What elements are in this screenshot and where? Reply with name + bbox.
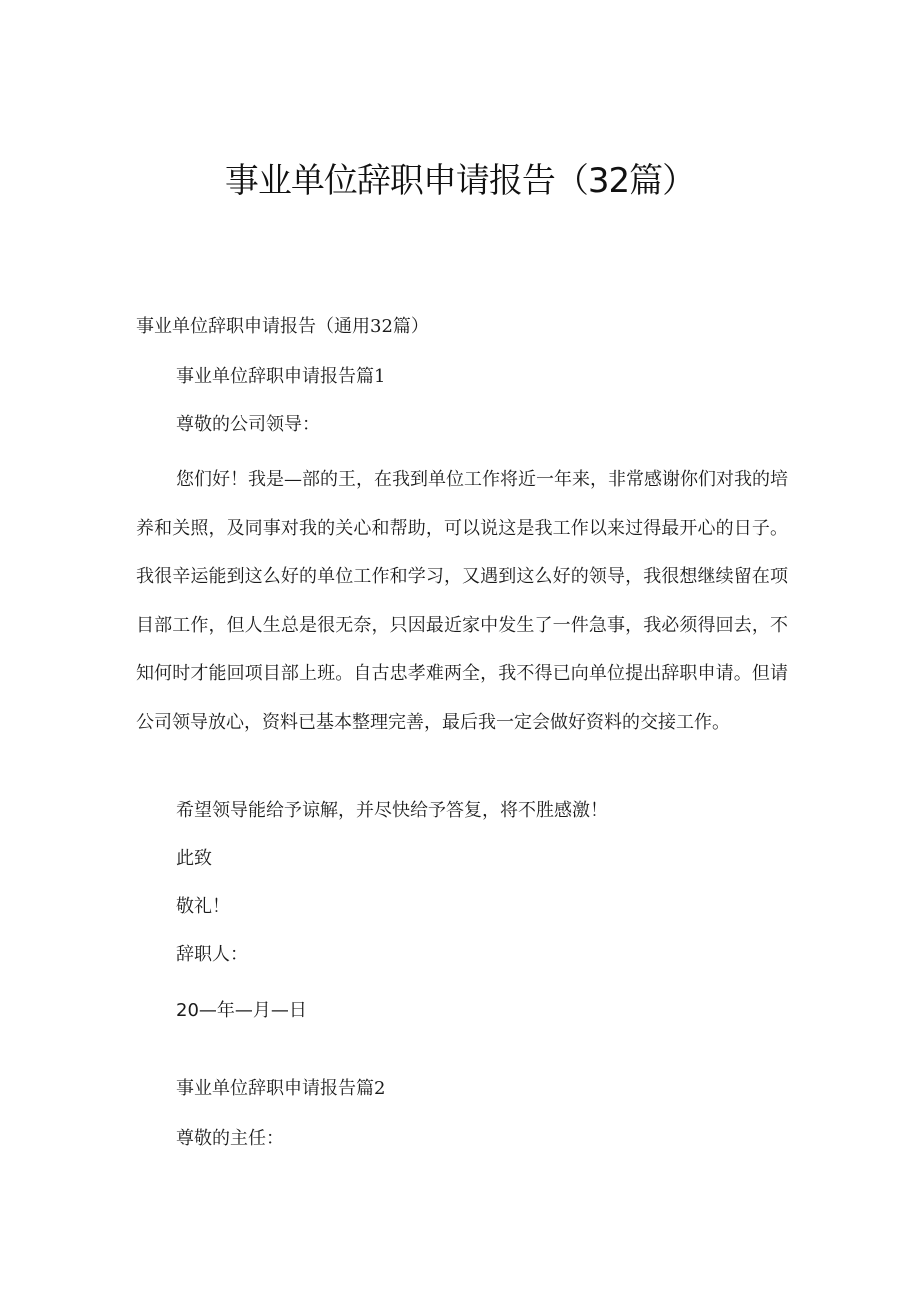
letter-1-salutation: 尊敬的公司领导： <box>176 414 320 435</box>
letter-1-heading: 事业单位辞职申请报告篇1 <box>176 366 386 387</box>
letter-1-closing-ci-zhi: 此致 <box>176 848 212 869</box>
letter-2-heading: 事业单位辞职申请报告篇2 <box>176 1078 386 1099</box>
letter-1-date: 20—年—月—日 <box>176 1000 307 1021</box>
letter-1-hope: 希望领导能给予谅解，并尽快给予答复，将不胜感激！ <box>176 800 608 821</box>
letter-2-salutation: 尊敬的主任： <box>176 1128 284 1149</box>
letter-1-signature: 辞职人： <box>176 944 248 965</box>
document-title: 事业单位辞职申请报告（32篇） <box>224 161 696 201</box>
letter-1-body: 您们好！我是—部的王，在我到单位工作将近一年来，非常感谢你们对我的培养和关照，及同事对我的关心和帮助，可以说这是我工作以来过得最开心的日子。我很辛运能到这么好的单位工作和学习，又遇到这么好的领导，我很想继续留在项目部工作，但人生总是很无奈，只因最近家中发生了一件急事，我必须得回去，不知何时才能回项目部上班。自古忠孝难两全，我不得已向单位提出辞职申请。但请公司领导放心，资料已基本整理完善，最后我一定会做好资料的交接工作。 <box>136 469 788 733</box>
letter-1-closing-jing-li: 敬礼！ <box>176 896 230 917</box>
document-subtitle: 事业单位辞职申请报告（通用32篇） <box>136 316 429 337</box>
